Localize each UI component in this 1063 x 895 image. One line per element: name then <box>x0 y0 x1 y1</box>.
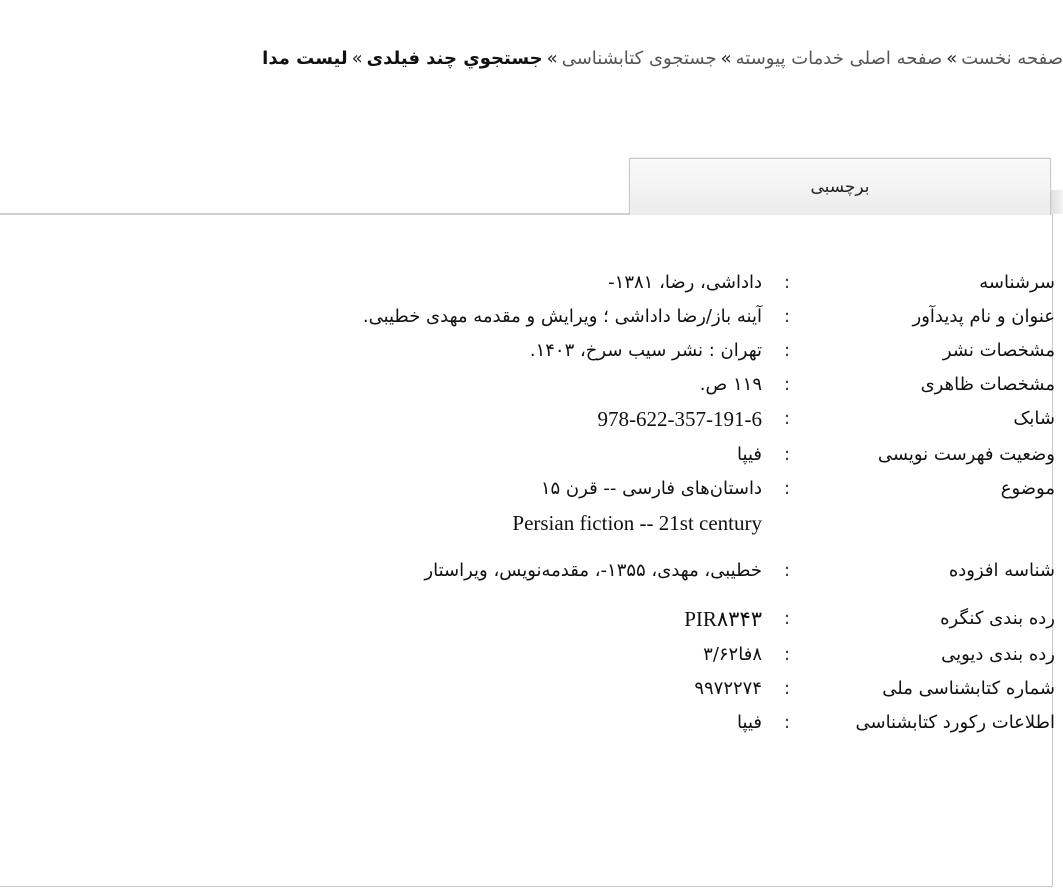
breadcrumb-library-search-link[interactable]: جستجوی کتابشناسی <box>561 48 717 69</box>
record-row-added-entry <box>142 540 1055 602</box>
tab-label-view[interactable] <box>629 158 1051 215</box>
record-row-publication <box>142 334 1055 368</box>
field-label: موضوع <box>1000 478 1055 499</box>
subject-value-fa: داستان‌های فارسی -- قرن ۱۵ <box>540 478 762 499</box>
record-row-title <box>142 300 1055 334</box>
record-row-lc-classification <box>142 602 1055 638</box>
breadcrumb-separator: » <box>946 48 958 69</box>
field-colon: : <box>783 560 791 581</box>
record-row-record-information <box>142 706 1055 740</box>
tab-label-view-text: برچسبی <box>810 177 870 197</box>
subject-value-en: Persian fiction -- 21st century <box>512 511 762 535</box>
field-colon: : <box>783 444 791 465</box>
field-colon: : <box>783 608 791 629</box>
field-label: شماره کتابشناسی ملی <box>882 678 1055 699</box>
breadcrumb-multi-field-search-link[interactable]: جستجوي چند فيلدی <box>366 48 543 69</box>
field-colon: : <box>783 306 791 327</box>
field-label: اطلاعات رکورد کتابشناسی <box>855 712 1055 733</box>
field-label: عنوان و نام پدیدآور <box>912 306 1055 327</box>
breadcrumb <box>0 44 1063 74</box>
breadcrumb-separator: » <box>546 48 558 69</box>
field-value <box>142 602 762 638</box>
field-colon: : <box>783 408 791 429</box>
record-row-isbn <box>142 402 1055 438</box>
field-colon: : <box>783 374 791 395</box>
field-value: ۸فا۳/۶۲ <box>703 644 762 665</box>
field-label: وضعیت فهرست نویسی <box>877 444 1055 465</box>
breadcrumb-separator: » <box>720 48 732 69</box>
tab-bar-edge <box>1049 190 1063 214</box>
field-value: آینه باز/رضا داداشی ؛ ویرایش و مقدمه مهدی خطیبی. <box>362 306 762 327</box>
field-value: فیپا <box>737 444 762 465</box>
field-value <box>142 472 762 540</box>
field-value <box>142 402 762 438</box>
lc-value: PIR۸۳۴۳ <box>684 607 762 631</box>
field-label: شابک <box>1013 408 1055 429</box>
field-label: رده بندی کنگره <box>940 608 1055 629</box>
field-value: ۹۹۷۲۲۷۴ <box>694 678 762 699</box>
record-row-national-bibliography-number <box>142 672 1055 706</box>
record-row-subject <box>142 472 1055 540</box>
breadcrumb-main-services-link[interactable]: صفحه اصلی خدمات پیوسته <box>735 48 943 69</box>
breadcrumb-home-link[interactable]: صفحه نخست <box>961 48 1063 69</box>
breadcrumb-separator: » <box>351 48 363 69</box>
field-value: خطیبی، مهدی، ۱۳۵۵-، مقدمه‌نویس، ویراستار <box>424 560 762 581</box>
record-row-main-entry <box>142 266 1055 300</box>
field-colon: : <box>783 272 791 293</box>
field-label: مشخصات ظاهری <box>920 374 1055 395</box>
field-colon: : <box>783 644 791 665</box>
record-row-dewey-classification <box>142 638 1055 672</box>
field-value: ۱۱۹ ص. <box>699 374 762 395</box>
isbn-value: 978-622-357-191-6 <box>597 407 762 431</box>
field-colon: : <box>783 712 791 733</box>
field-value: فیپا <box>737 712 762 733</box>
field-label: مشخصات نشر <box>942 340 1055 361</box>
field-label: شناسه افزوده <box>948 560 1055 581</box>
record-row-physical-description <box>142 368 1055 402</box>
field-colon: : <box>783 340 791 361</box>
field-label: رده بندی دیویی <box>941 644 1055 665</box>
field-colon: : <box>783 478 791 499</box>
field-label: سرشناسه <box>979 272 1055 293</box>
field-value: تهران : نشر سیب سرخ، ۱۴۰۳. <box>529 340 762 361</box>
record-row-cataloging-status <box>142 438 1055 472</box>
breadcrumb-result-list: لیست مدا <box>262 48 348 69</box>
field-colon: : <box>783 678 791 699</box>
bibliographic-record-table <box>142 266 1055 740</box>
field-value: داداشی، رضا، ۱۳۸۱- <box>608 272 762 293</box>
